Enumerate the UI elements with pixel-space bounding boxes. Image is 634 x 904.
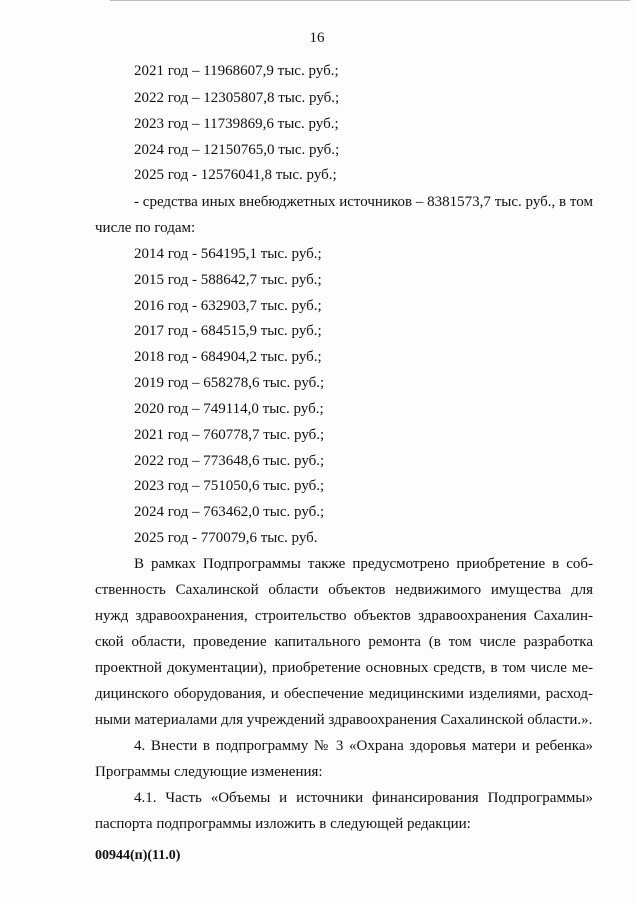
budget-year-line: 2021 год – 11968607,9 тыс. руб.; — [134, 63, 339, 79]
other-sources-line: числе по годам: — [95, 220, 196, 236]
budget-year-line: 2025 год - 12576041,8 тыс. руб.; — [134, 167, 337, 183]
item-4-line: 4. Внести в подпрограмму № 3 «Охрана здоровья матери и ребенка» — [134, 738, 593, 754]
budget-year-line: 2015 год - 588642,7 тыс. руб.; — [134, 272, 322, 288]
budget-year-line: 2014 год - 564195,1 тыс. руб.; — [134, 246, 322, 262]
budget-year-line: 2022 год – 12305807,8 тыс. руб.; — [134, 90, 340, 106]
item-4-1-line: 4.1. Часть «Объемы и источники финансирования Подпрограммы» — [134, 790, 593, 806]
paragraph-line: дицинского оборудования, и обеспечение медицинскими изделиями, расход- — [95, 686, 593, 702]
budget-year-line: 2023 год – 751050,6 тыс. руб.; — [134, 478, 325, 494]
paragraph-line: ственность Сахалинской области объектов недвижимого имущества для — [95, 582, 593, 598]
paragraph-line: В рамках Подпрограммы также предусмотрено приобретение в соб- — [134, 556, 593, 572]
budget-year-line: 2022 год – 773648,6 тыс. руб.; — [134, 453, 325, 469]
item-4-1-line: паспорта подпрограммы изложить в следующей редакции: — [95, 816, 471, 832]
document-code: 00944(п)(11.0) — [95, 848, 181, 863]
page-top-edge — [110, 0, 630, 1]
budget-year-line: 2021 год – 760778,7 тыс. руб.; — [134, 427, 325, 443]
item-4-line: Программы следующие изменения: — [95, 764, 323, 780]
page-number: 16 — [309, 30, 325, 46]
budget-year-line: 2020 год – 749114,0 тыс. руб.; — [134, 401, 324, 417]
budget-year-line: 2017 год - 684515,9 тыс. руб.; — [134, 323, 322, 339]
budget-year-line: 2025 год - 770079,6 тыс. руб. — [134, 530, 318, 546]
budget-year-line: 2024 год – 763462,0 тыс. руб.; — [134, 504, 325, 520]
paragraph-line: ской области, проведение капитального ремонта (в том числе разработка — [95, 634, 593, 650]
budget-year-line: 2016 год - 632903,7 тыс. руб.; — [134, 298, 322, 314]
budget-year-line: 2023 год – 11739869,6 тыс. руб.; — [134, 116, 339, 132]
budget-year-line: 2019 год – 658278,6 тыс. руб.; — [134, 375, 325, 391]
budget-year-line: 2018 год - 684904,2 тыс. руб.; — [134, 349, 322, 365]
paragraph-line: нужд здравоохранения, строительство объектов здравоохранения Сахалин- — [95, 608, 593, 624]
budget-year-line: 2024 год – 12150765,0 тыс. руб.; — [134, 142, 340, 158]
paragraph-line: проектной документации), приобретение основных средств, в том числе ме- — [95, 660, 593, 676]
paragraph-line: ными материалами для учреждений здравоохранения Сахалинской области.». — [95, 712, 593, 728]
other-sources-line: - средства иных внебюджетных источников – 8381573,7 тыс. руб., в том — [134, 194, 593, 210]
